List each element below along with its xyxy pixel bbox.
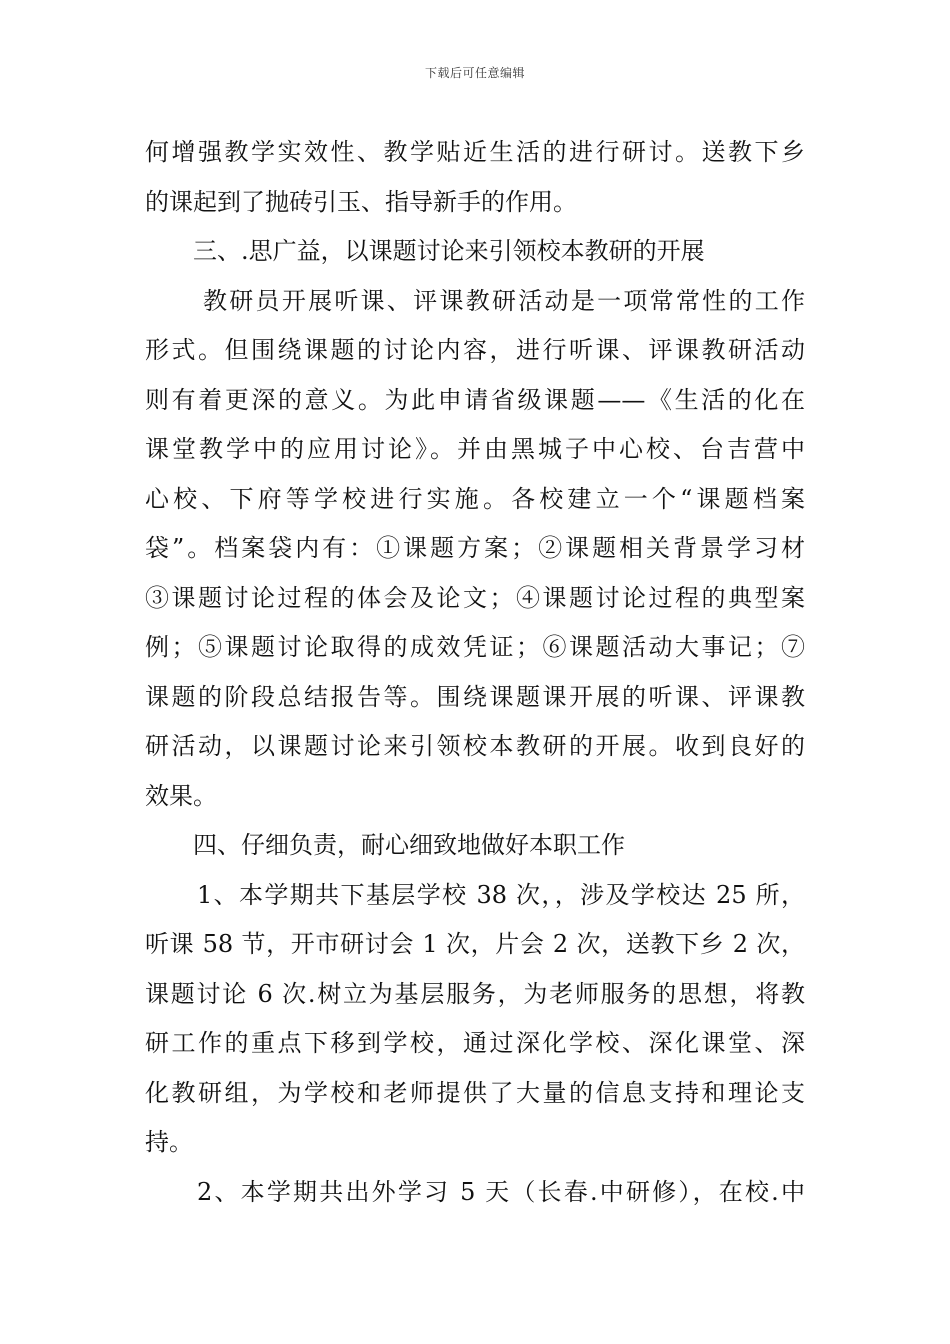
text-line: 教研员开展听课、评课教研活动是一项常常性的工作 [203, 286, 805, 315]
text-line: 例；⑤课题讨论取得的成效凭证；⑥课题活动大事记；⑦ [145, 633, 805, 661]
text-line: 心校、下府等学校进行实施。各校建立一个“课题档案 [145, 484, 805, 513]
text-line: 听课 58 节，开市研讨会 1 次，片会 2 次，送教下乡 2 次， [145, 930, 805, 958]
text-line: 2、本学期共出外学习 5 天（长春.中研修），在校.中 [197, 1177, 805, 1206]
text-line: 持。 [145, 1128, 193, 1156]
text-line: 1、本学期共下基层学校 38 次，，涉及学校达 25 所， [197, 880, 805, 909]
text-line: 课堂教学中的应用讨论》。并由黑城子中心校、台吉营中 [145, 435, 805, 463]
text-line: 的课起到了抛砖引玉、指导新手的作用。 [145, 187, 577, 216]
section-heading: 四、仔细负责，耐心细致地做好本职工作 [193, 831, 625, 859]
text-line: 课题讨论 6 次.树立为基层服务，为老师服务的思想，将教 [145, 979, 805, 1008]
text-line: 化教研组，为学校和老师提供了大量的信息支持和理论支 [145, 1078, 805, 1107]
text-line: ③课题讨论过程的体会及论文；④课题讨论过程的典型案 [145, 583, 805, 612]
body-text [145, 128, 805, 1217]
text-line: 效果。 [145, 781, 217, 810]
text-line: 研活动，以课题讨论来引领校本教研的开展。收到良好的 [145, 732, 805, 760]
text-line: 研工作的重点下移到学校，通过深化学校、深化课堂、深 [145, 1029, 805, 1057]
text-line: 袋”。档案袋内有：①课题方案；②课题相关背景学习材 [145, 534, 805, 562]
text-line: 则有着更深的意义。为此申请省级课题——《生活的化在 [145, 385, 805, 414]
section-heading: 三、.思广益，以课题讨论来引领校本教研的开展 [193, 237, 705, 265]
text-line: 课题的阶段总结报告等。围绕课题课开展的听课、评课教 [145, 682, 805, 711]
text-line: 何增强教学实效性、教学贴近生活的进行研讨。送教下乡 [145, 138, 805, 166]
page-header: 下载后可任意编辑 [424, 66, 525, 80]
text-line: 形式。但围绕课题的讨论内容，进行听课、评课教研活动 [145, 336, 805, 364]
